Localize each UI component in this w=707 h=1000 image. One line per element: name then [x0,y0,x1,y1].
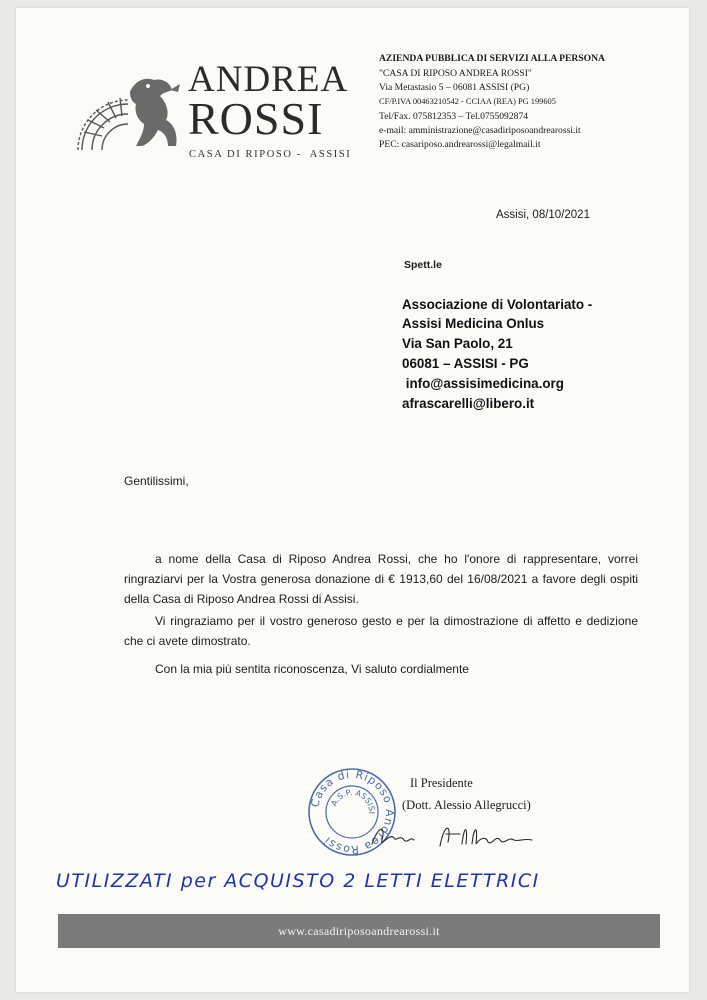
handwritten-note: UTILIZZATI per ACQUISTO 2 LETTI ELETTRICI [56,870,540,892]
stamp-inner-text: A.S.P. ASSISI [329,787,377,815]
recipient-email: info@assisimedicina.org [402,376,564,391]
body-paragraph: a nome della Casa di Riposo Andrea Rossi, che ho l'onore di rappresentare, vorrei ringraziarvi per la Vostra generosa donazione di € 1913,60 del 16/08/2021 a favore degli ospiti della Casa di Riposo Andrea Rossi di Assisi. [124,552,638,606]
logo-name-line2: ROSSI [188,93,324,144]
recipient-line: Assisi Medicina Onlus [402,316,545,331]
body-paragraph: Vi ringraziamo per il vostro generoso gesto e per la dimostrazione di affetto e dedizione che ci avete dimostrato. [124,614,638,648]
recipient-email: afrascarelli@libero.it [402,396,535,411]
header-tax-ids: CF/P.IVA 00463210542 - CCIAA (REA) PG 199605 [379,97,556,106]
letter-date: Assisi, 08/10/2021 [496,209,590,221]
recipient-line: Associazione di Volontariato - [402,297,593,312]
signer-title: Il Presidente [410,776,473,790]
header-phone: Tel/Fax. 075812353 – Tel.0755092874 [379,111,529,122]
logo-subtitle: CASA DI RIPOSO - ASSISI [189,149,352,160]
closing-line: Con la mia più sentita riconoscenza, Vi saluto cordialmente [155,662,469,676]
header-org-name: "CASA DI RIPOSO ANDREA ROSSI" [379,68,532,79]
header-org-type: AZIENDA PUBBLICA DI SERVIZI ALLA PERSONA [379,53,605,64]
salutation-label: Spett.le [404,259,442,271]
header-address: Via Metastasio 5 – 06081 ASSISI (PG) [379,82,530,93]
handwritten-signature [368,820,538,854]
footer-bar [58,914,660,948]
logo-emblem-icon [74,62,184,154]
logo-name-line1: ANDREA [188,59,349,100]
greeting: Gentilissimi, [124,474,189,488]
letter-page [16,8,689,992]
recipient-line: Via San Paolo, 21 [402,336,513,351]
stamp-outer-text: Casa di Riposo Andrea Rossi [308,767,397,857]
footer-url[interactable]: www.casadiriposoandrearossi.it [278,924,440,938]
recipient-line: 06081 – ASSISI - PG [402,356,529,371]
header-pec: PEC: casariposo.andrearossi@legalmail.it [379,139,541,150]
header-email: e-mail: amministrazione@casadiriposoandrearossi.it [379,125,581,136]
signer-name: (Dott. Alessio Allegrucci) [402,798,531,812]
